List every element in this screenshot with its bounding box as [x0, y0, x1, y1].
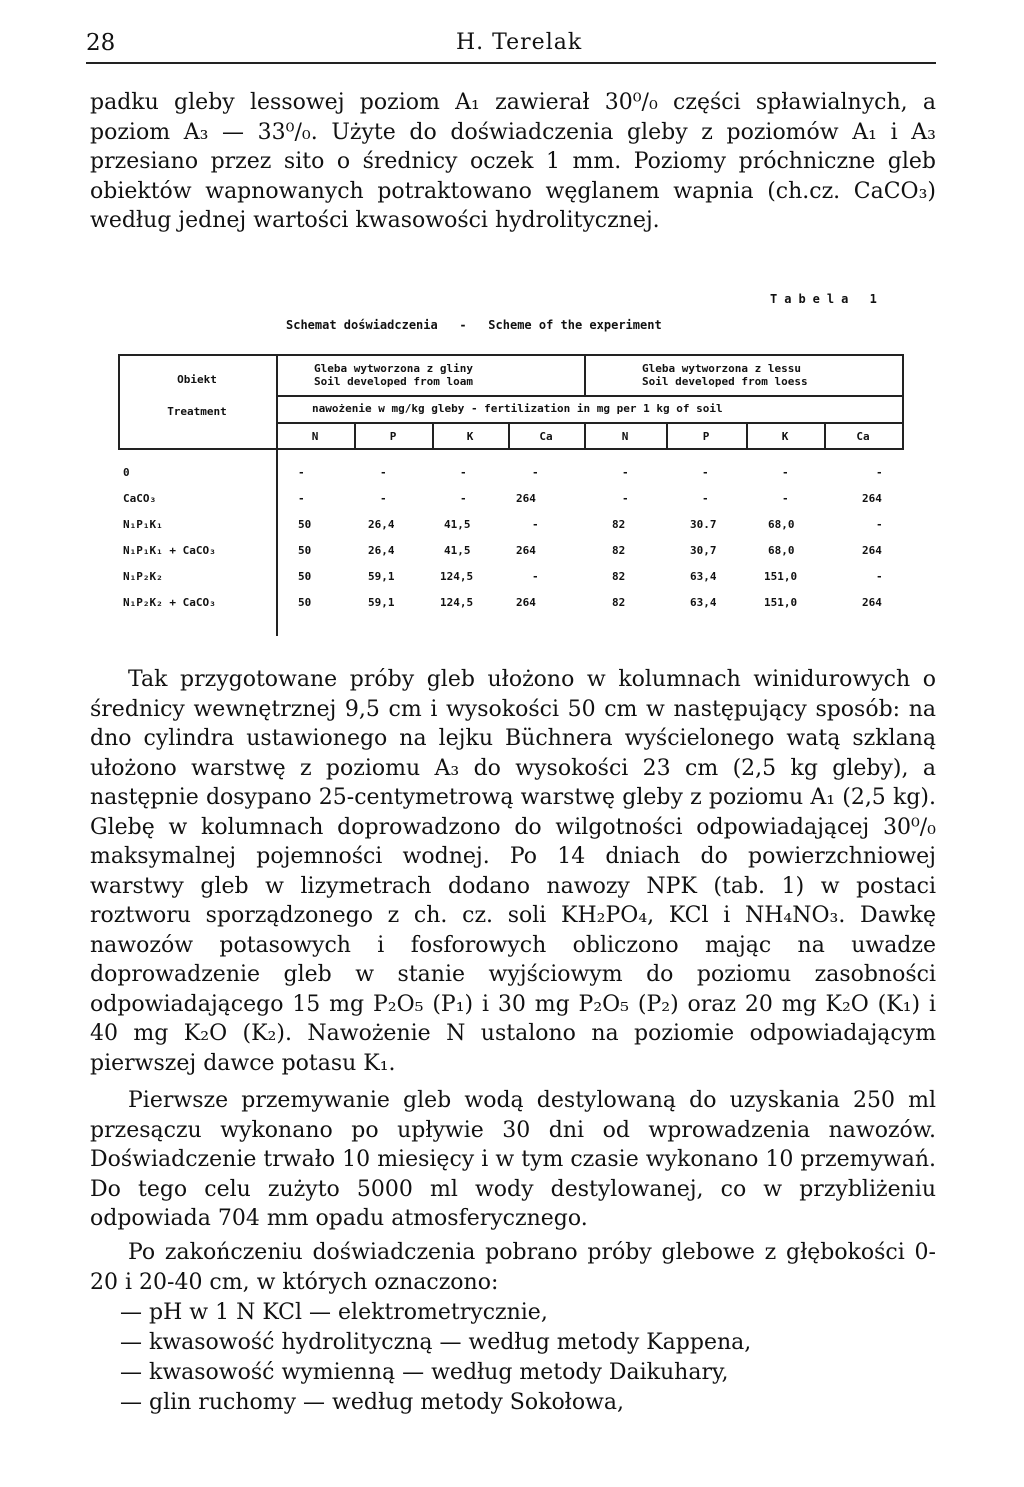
table-cell: -: [876, 570, 883, 583]
table-rule: [584, 354, 586, 395]
table-cell: -: [622, 492, 629, 505]
row-label: N₁P₁K₁: [123, 518, 163, 531]
row-label: N₁P₁K₁ + CaCO₃: [123, 544, 216, 557]
obiekt-label: Obiekt: [177, 373, 217, 386]
table-cell: 41,5: [444, 544, 471, 557]
table-rule: [902, 354, 904, 448]
col-header-k: K: [781, 430, 789, 443]
table-cell: 264: [516, 596, 536, 609]
table-cell: 82: [612, 570, 626, 583]
table-cell: 59,1: [368, 596, 395, 609]
col-header-p: P: [702, 430, 710, 443]
table-cell: 264: [862, 492, 882, 505]
list-item: — kwasowość hydrolityczną — według metody Kappena,: [120, 1330, 752, 1355]
treatment-label: Treatment: [167, 405, 227, 418]
table-caption: Schemat doświadczenia - Scheme of the experiment: [286, 318, 662, 332]
table-cell: 41,5: [444, 518, 471, 531]
group-loess-pl: Gleba wytworzona z lessu: [642, 362, 801, 375]
table-cell: 82: [612, 544, 626, 557]
table-cell: 26,4: [368, 544, 395, 557]
group-loam-en: Soil developed from loam: [314, 375, 473, 388]
table-rule: [118, 354, 904, 356]
table-rule: [276, 395, 904, 397]
table-rule: [276, 354, 278, 636]
page-number: 28: [86, 30, 116, 56]
table-cell: 264: [862, 544, 882, 557]
table-cell: -: [876, 518, 883, 531]
paragraph-2: Tak przygotowane próby gleb ułożono w kolumnach winidurowych o średnicy wewnętrznej 9,5 cm i wysokości 50 cm w następujący sposób: na dno cylindra ustawionego na lejku Büchnera wyścielonego watą szklaną ułożono warstwę z poziomu A₃ do wysokości 23 cm (2,5 kg gleby), a następnie dosypano 25-centymetrową warstwę gleby z poziomu A₁ (2,5 kg). Glebę w kolumnach doprowadzono do wilgotności odpowiadającej 30⁰/₀ maksymalnej pojemności wodnej. Po 14 dniach do powierzchniowej warstwy gleb w lizymetrach dodano nawozy NPK (tab. 1) w postaci roztworu sporządzonego z ch. cz. soli KH₂PO₄, KCl i NH₄NO₃. Dawkę nawozów potasowych i fosforowych obliczono mając na uwadze doprowadzenie gleb w stanie wyjściowym do poziomu zasobności odpowiadającego 15 mg P₂O₅ (P₁) i 30 mg P₂O₅ (P₂) oraz 20 mg K₂O (K₁) i 40 mg K₂O (K₂). Nawożenie N ustalono na poziomie odpowiadającym pierwszej dawce potasu K₁.: [90, 667, 936, 1076]
col-header-k: K: [466, 430, 474, 443]
list-item: — pH w 1 N KCl — elektrometrycznie,: [120, 1300, 548, 1325]
table-cell: -: [782, 466, 789, 479]
table-cell: -: [298, 492, 305, 505]
col-header-ca: Ca: [856, 430, 870, 443]
table-cell: -: [298, 466, 305, 479]
table-cell: 63,4: [690, 570, 717, 583]
table-rule: [118, 448, 904, 450]
running-head: [86, 28, 934, 62]
table-cell: -: [876, 466, 883, 479]
group-loam-pl: Gleba wytworzona z gliny: [314, 362, 473, 375]
row-label: 0: [123, 466, 130, 479]
table-cell: -: [380, 492, 387, 505]
header-rule: [86, 62, 936, 64]
table-cell: -: [702, 492, 709, 505]
table-cell: 63,4: [690, 596, 717, 609]
experiment-table: [118, 354, 904, 636]
col-header-p: P: [389, 430, 397, 443]
table-cell: -: [380, 466, 387, 479]
table-cell: 264: [516, 492, 536, 505]
table-cell: 264: [516, 544, 536, 557]
list-item: — glin ruchomy — według metody Sokołowa,: [120, 1390, 625, 1415]
table-cell: 124,5: [440, 596, 474, 609]
paragraph-4: Po zakończeniu doświadczenia pobrano próby glebowe z głębokości 0-20 i 20-40 cm, w których oznaczono:: [90, 1240, 936, 1295]
row-label: CaCO₃: [123, 492, 157, 505]
method-list: [120, 1298, 920, 1418]
table-cell: -: [532, 466, 539, 479]
table-cell: -: [532, 570, 539, 583]
col-header-n: N: [311, 430, 319, 443]
table-cell: 50: [298, 570, 312, 583]
table-cell: 50: [298, 518, 312, 531]
col-header-n: N: [621, 430, 629, 443]
table-cell: 151,0: [764, 570, 798, 583]
paragraph-3: Pierwsze przemywanie gleb wodą destylowaną do uzyskania 250 ml przesączu wykonano po upływie 30 dni od wprowadzenia nawozów. Doświadczenie trwało 10 miesięcy i w tym czasie wykonano 10 przemywań. Do tego celu zużyto 5000 ml wody destylowanej, co w przybliżeniu odpowiada 704 mm opadu atmosferycznego.: [90, 1088, 936, 1231]
table-cell: 30.7: [690, 518, 717, 531]
fertilization-header: nawożenie w mg/kg gleby - fertilization in mg per 1 kg of soil: [312, 402, 723, 415]
list-item: — kwasowość wymienną — według metody Daikuhary,: [120, 1360, 729, 1385]
table-cell: -: [460, 466, 467, 479]
row-label: N₁P₂K₂ + CaCO₃: [123, 596, 216, 609]
table-cell: 50: [298, 544, 312, 557]
table-rule: [118, 354, 120, 448]
table-cell: 68,0: [768, 518, 795, 531]
group-loess-en: Soil developed from loess: [642, 375, 808, 388]
table-cell: 264: [862, 596, 882, 609]
table-cell: -: [702, 466, 709, 479]
row-label: N₁P₂K₂: [123, 570, 163, 583]
table-cell: 82: [612, 518, 626, 531]
paragraph-1: padku gleby lessowej poziom A₁ zawierał 30⁰/₀ części spławialnych, a poziom A₃ — 33⁰/₀. Użyte do doświadczenia gleby z poziomów A₁ i A₃ przesiano przez sito o średnicy oczek 1 mm. Poziomy próchniczne gleb obiektów wapnowanych potraktowano węglanem wapnia (ch.cz. CaCO₃) według jednej wartości kwasowości hydrolitycznej.: [90, 90, 936, 233]
table-cell: -: [532, 518, 539, 531]
table-label: Tabela 1: [770, 292, 884, 306]
table-cell: 26,4: [368, 518, 395, 531]
table-cell: -: [460, 492, 467, 505]
table-rule: [276, 422, 904, 424]
table-cell: 50: [298, 596, 312, 609]
table-cell: 151,0: [764, 596, 798, 609]
table-cell: -: [782, 492, 789, 505]
table-cell: 30,7: [690, 544, 717, 557]
col-header-ca: Ca: [539, 430, 553, 443]
table-cell: 68,0: [768, 544, 795, 557]
table-cell: 82: [612, 596, 626, 609]
table-cell: 59,1: [368, 570, 395, 583]
running-head-author: H. Terelak: [456, 30, 583, 55]
table-cell: 124,5: [440, 570, 474, 583]
table-cell: -: [622, 466, 629, 479]
